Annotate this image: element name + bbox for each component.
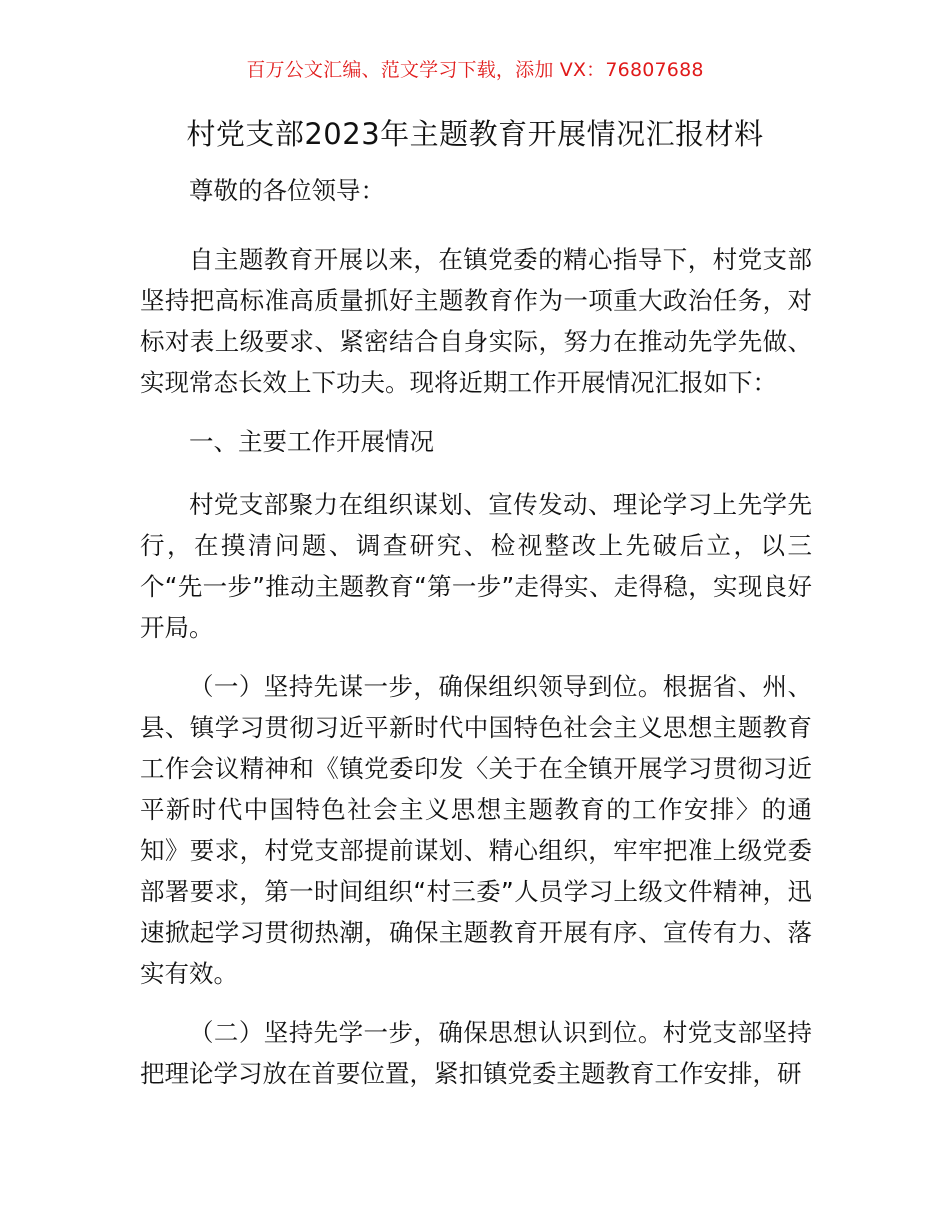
promo-header: 百万公文汇编、范文学习下载，添加 VX：76807688 <box>246 59 704 81</box>
document-title: 村党支部2023年主题教育开展情况汇报材料 <box>186 117 764 151</box>
subsection-2-paragraph: （二）坚持先学一步，确保思想认识到位。村党支部坚持把理论学习放在首要位置，紧扣镇党委主题教育工作安排，研 <box>140 1018 812 1088</box>
subsection-1-paragraph: （一）坚持先谋一步，确保组织领导到位。根据省、州、县、镇学习贯彻习近平新时代中国特色社会主义思想主题教育工作会议精神和《镇党委印发〈关于在全镇开展学习贯彻习近平新时代中国特色社会主义思想主题教育的工作安排〉的通知》要求，村党支部提前谋划、精心组织，牢牢把准上级党委部署要求，第一时间组织“村三委”人员学习上级文件精神，迅速掀起学习贯彻热潮，确保主题教育开展有序、宣传有力、落实有效。 <box>140 672 812 988</box>
intro-paragraph: 自主题教育开展以来，在镇党委的精心指导下，村党支部坚持把高标准高质量抓好主题教育作为一项重大政治任务，对标对表上级要求、紧密结合自身实际，努力在推动先学先做、实现常态长效上下功夫。现将近期工作开展情况汇报如下： <box>140 245 812 397</box>
document-body <box>140 170 812 1112</box>
section-summary-paragraph: 村党支部聚力在组织谋划、宣传发动、理论学习上先学先行，在摸清问题、调查研究、检视整改上先破后立，以三个“先一步”推动主题教育“第一步”走得实、走得稳，实现良好开局。 <box>140 490 812 642</box>
salutation: 尊敬的各位领导： <box>189 176 385 205</box>
section-heading: 一、主要工作开展情况 <box>189 427 434 456</box>
